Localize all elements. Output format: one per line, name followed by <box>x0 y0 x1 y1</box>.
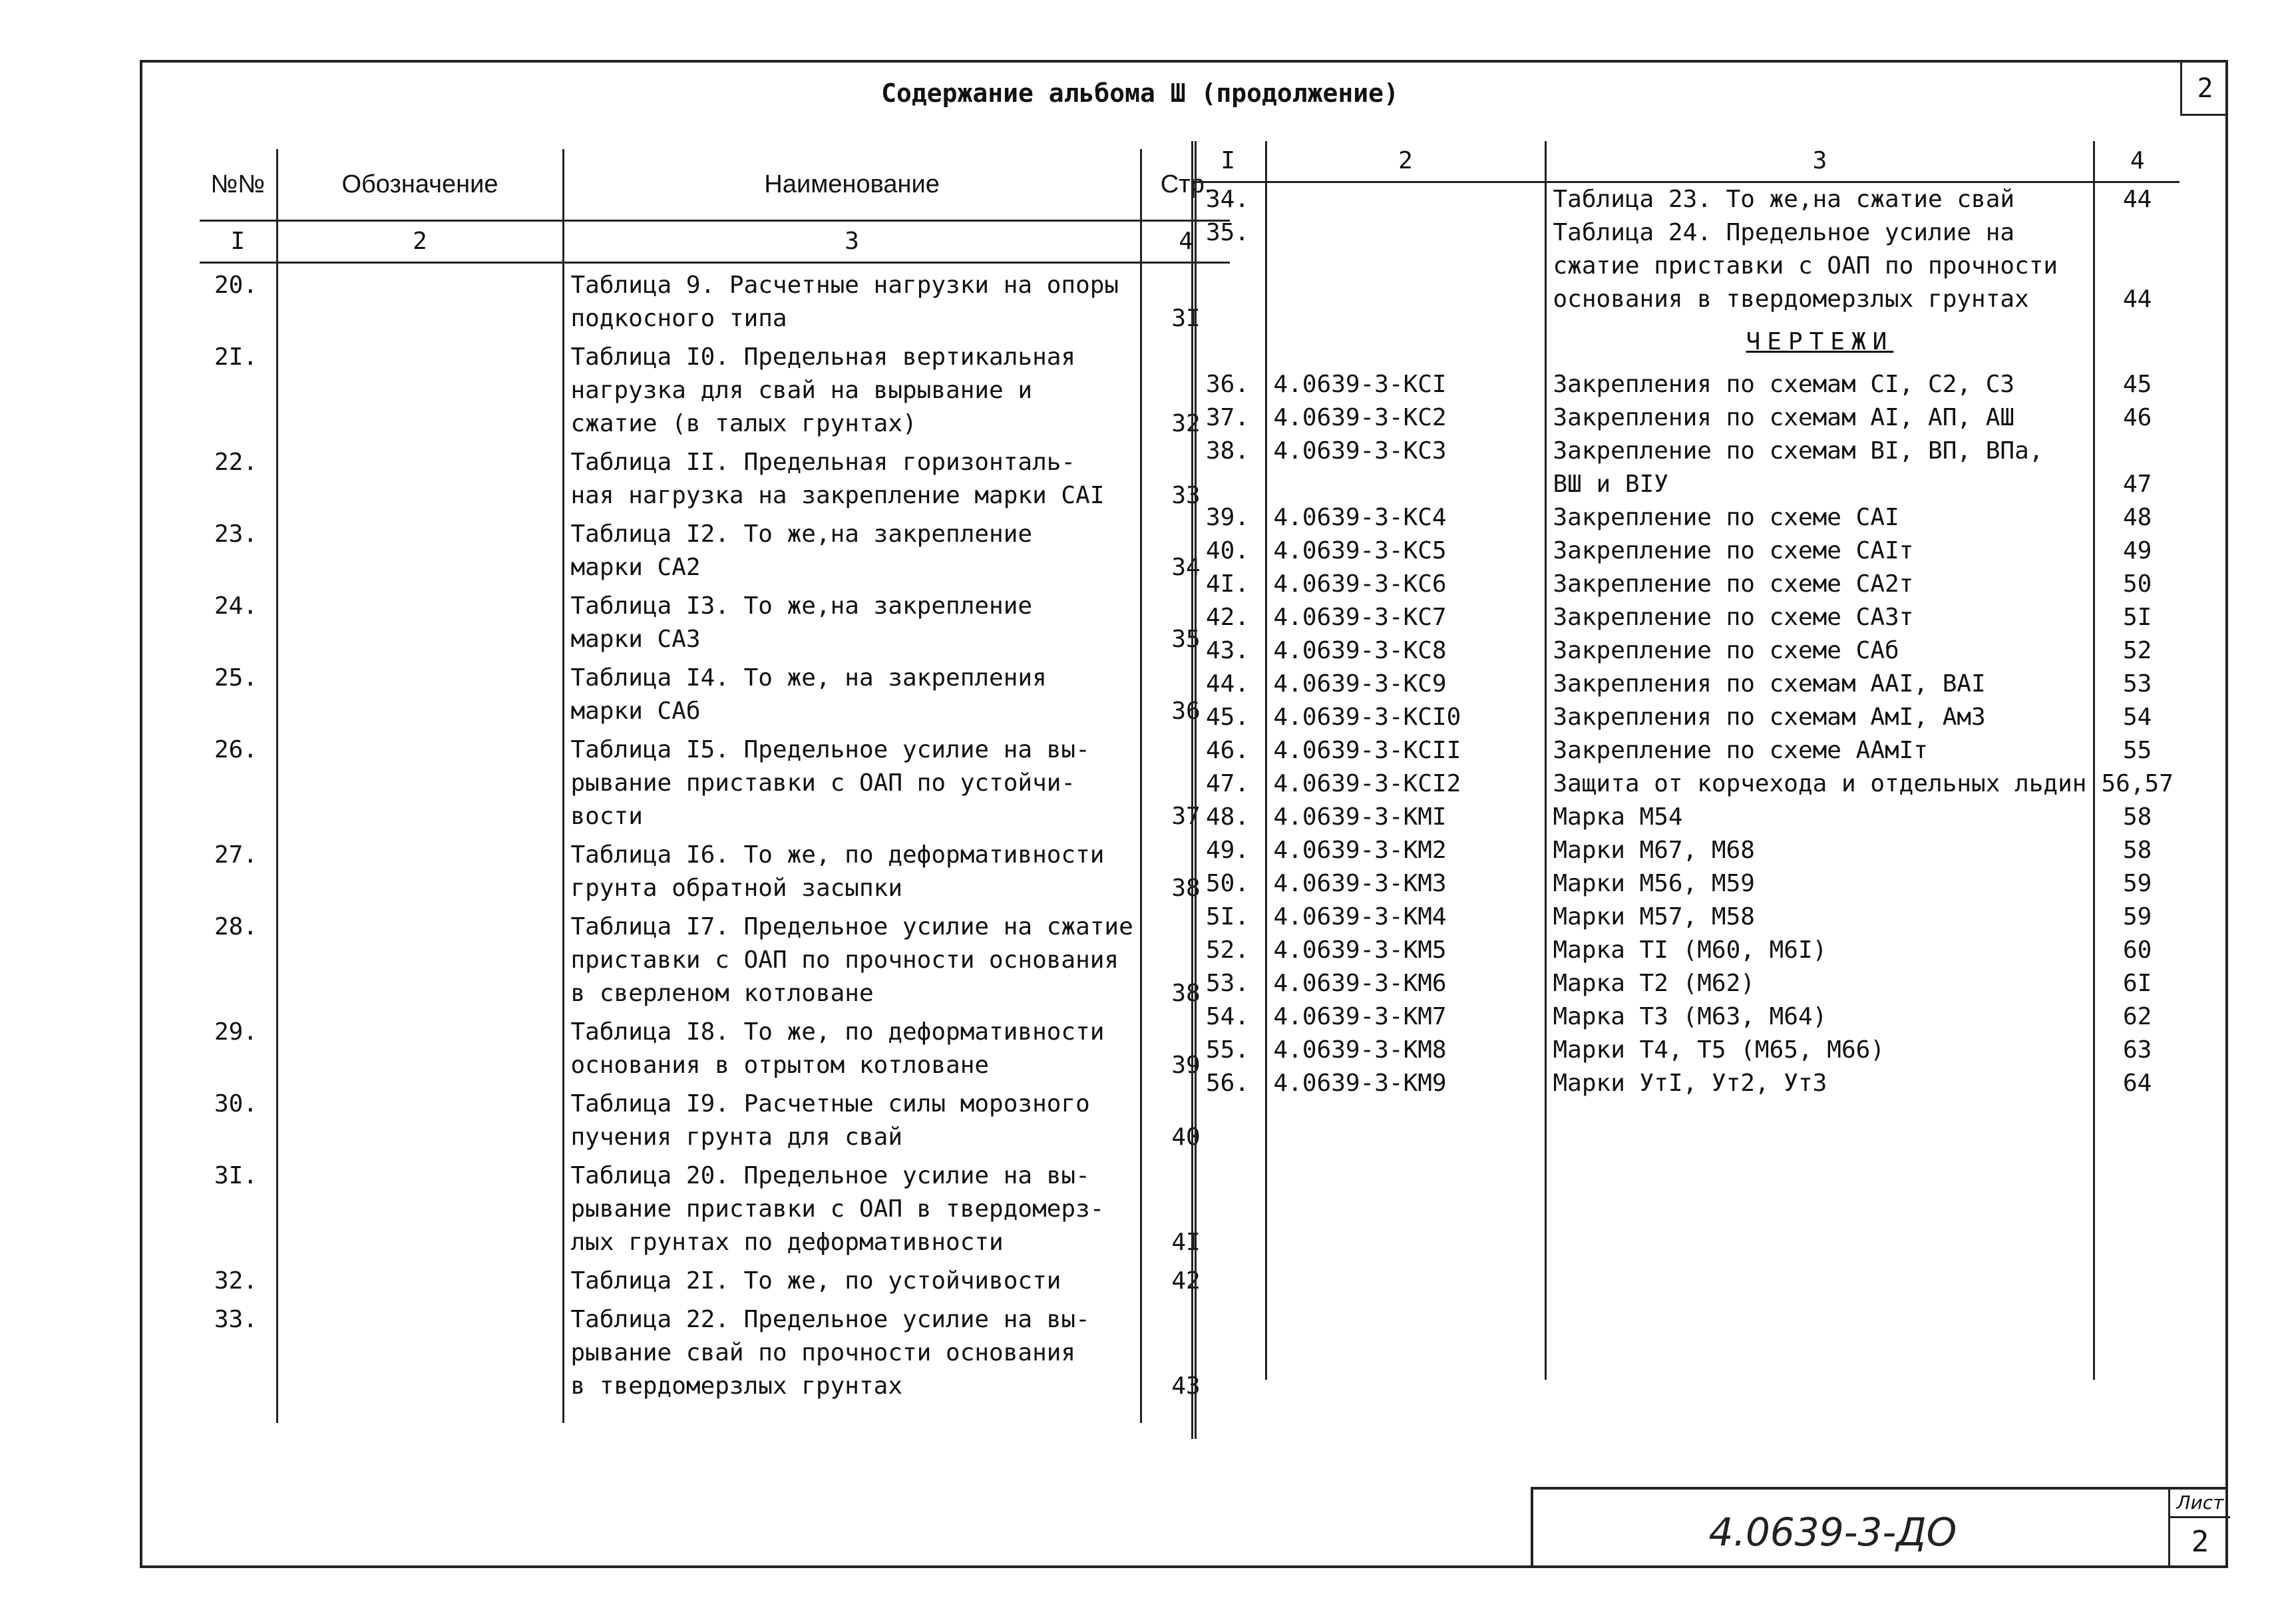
row-page-number: 46 <box>2123 404 2152 431</box>
row-page <box>2094 1000 2180 1034</box>
header-designation: Обозначение <box>277 149 563 221</box>
row-name-line: Таблица I9. Расчетные силы морозного <box>570 1090 1090 1117</box>
row-name-line: рывание приставки с ОАП в твердомерз- <box>570 1195 1105 1223</box>
row-page-number: 42 <box>1171 1267 1201 1295</box>
table-row <box>1191 368 2180 401</box>
table-row <box>1191 216 2180 316</box>
row-name-line: вости <box>570 803 643 830</box>
filler-row <box>1191 1100 2180 1380</box>
row-name-line: Закрепление по схеме ААмIт <box>1553 737 1929 764</box>
row-name <box>1545 1067 2094 1100</box>
table-row <box>200 833 1230 905</box>
row-name <box>563 584 1141 656</box>
row-designation <box>277 728 563 833</box>
row-name-line: Таблица 23. То же,на сжатие свай <box>1553 186 2015 213</box>
row-page <box>2094 501 2180 534</box>
table-row <box>1191 967 2180 1000</box>
row-name-line: Марка Т3 (М63, М64) <box>1553 1003 1827 1030</box>
row-designation <box>277 1298 563 1403</box>
row-page-number: 60 <box>2123 936 2152 964</box>
row-name <box>1545 767 2094 801</box>
row-page <box>2094 435 2180 501</box>
row-page <box>2094 401 2180 435</box>
row-name <box>563 1010 1141 1082</box>
row-designation <box>277 1010 563 1082</box>
row-page-number: 52 <box>2123 637 2152 664</box>
row-name-line: сжатие (в талых грунтах) <box>570 410 917 437</box>
table-row <box>1191 1000 2180 1034</box>
row-name-line: Таблица 9. Расчетные нагрузки на опоры <box>570 272 1119 299</box>
row-page-number: 44 <box>2123 186 2152 213</box>
row-designation: 4.0639-3-КС9 <box>1266 668 1545 701</box>
column-number-row <box>1191 141 2180 182</box>
row-name-line: Марки М57, М58 <box>1553 903 1755 930</box>
row-number: 48. <box>1206 803 1250 831</box>
row-number: 36. <box>1206 371 1250 398</box>
sheet-number: 2 <box>2191 1525 2209 1559</box>
row-designation: 4.0639-3-КМI <box>1266 801 1545 834</box>
row-name-line: пучения грунта для свай <box>570 1123 902 1151</box>
row-page-number: 54 <box>2123 704 2152 731</box>
row-name-line: в твердомерзлых грунтах <box>570 1372 902 1400</box>
table-row <box>200 1154 1230 1259</box>
row-number: 23. <box>214 520 258 548</box>
row-name <box>1545 568 2094 601</box>
contents-table-left <box>200 149 1230 1423</box>
table-header-row <box>200 149 1230 221</box>
row-designation: 4.0639-3-КМ8 <box>1266 1034 1545 1067</box>
table-row <box>1191 668 2180 701</box>
row-page <box>2094 216 2180 316</box>
row-number: 5I. <box>1206 903 1250 930</box>
row-number: 56. <box>1206 1070 1250 1097</box>
row-name <box>1545 734 2094 767</box>
row-name <box>1545 634 2094 668</box>
row-name-line: Таблица 24. Предельное усилие на <box>1553 219 2015 246</box>
row-number: 26. <box>214 736 258 763</box>
row-designation <box>277 335 563 441</box>
row-designation: 4.0639-3-КСII <box>1266 734 1545 767</box>
row-number: 34. <box>1206 186 1250 213</box>
row-number: 39. <box>1206 504 1250 531</box>
row-page-number: 32 <box>1171 410 1201 437</box>
row-page-number: 64 <box>2123 1070 2152 1097</box>
row-page-number: 33 <box>1171 482 1201 509</box>
row-page-number: 37 <box>1171 803 1201 830</box>
row-name-line: основания в отрытом котловане <box>570 1052 990 1079</box>
row-page <box>2094 182 2180 217</box>
row-designation: 4.0639-3-КС4 <box>1266 501 1545 534</box>
row-number: 40. <box>1206 537 1250 564</box>
row-page <box>2094 668 2180 701</box>
row-name-line: лых грунтах по деформативности <box>570 1229 1004 1256</box>
row-number: 3I. <box>214 1162 258 1189</box>
row-designation: 4.0639-3-КМ3 <box>1266 867 1545 901</box>
row-name-line: Закрепление по схеме САб <box>1553 637 1899 664</box>
row-name-line: Марки Т4, Т5 (М65, М66) <box>1553 1036 1885 1064</box>
row-page-number: 56,57 <box>2101 770 2174 797</box>
row-name-line: Закрепления по схемам ААI, ВАI <box>1553 670 1986 698</box>
row-name-line: Закрепление по схеме САЗт <box>1553 604 1914 631</box>
row-name <box>1545 435 2094 501</box>
table-row <box>1191 867 2180 901</box>
sheet-label: Лист <box>2170 1490 2230 1518</box>
row-page-number: 62 <box>2123 1003 2152 1030</box>
row-number: 47. <box>1206 770 1250 797</box>
row-page-number: 6I <box>2123 970 2152 997</box>
table-row <box>200 1010 1230 1082</box>
row-name <box>563 263 1141 336</box>
row-designation: 4.0639-3-КМ4 <box>1266 901 1545 934</box>
row-name-line: Марка ТI (М60, М6I) <box>1553 936 1827 964</box>
section-heading-row <box>1191 316 2180 368</box>
row-page-number: 36 <box>1171 698 1201 725</box>
row-number: 30. <box>214 1090 258 1117</box>
row-page-number: 58 <box>2123 837 2152 864</box>
row-name-line: Марки М67, М68 <box>1553 837 1755 864</box>
row-page <box>2094 601 2180 634</box>
row-designation: 4.0639-3-КС6 <box>1266 568 1545 601</box>
row-page-number: 43 <box>1171 1372 1201 1400</box>
row-name-line: основания в твердомерзлых грунтах <box>1553 286 2029 313</box>
row-designation: 4.0639-3-КС5 <box>1266 534 1545 568</box>
row-name <box>1545 368 2094 401</box>
row-designation: 4.0639-3-КМ7 <box>1266 1000 1545 1034</box>
row-name-line: Закрепление по схеме САIт <box>1553 537 1914 564</box>
row-number: 45. <box>1206 704 1250 731</box>
row-designation <box>277 833 563 905</box>
table-row <box>1191 501 2180 534</box>
row-page-number: 3I <box>1171 305 1201 332</box>
row-name <box>563 335 1141 441</box>
table-row <box>200 441 1230 512</box>
row-name-line: Закрепление по схемам ВI, ВП, ВПа, <box>1553 437 2044 465</box>
contents-table-right <box>1191 141 2180 1380</box>
row-name-line: марки СА2 <box>570 554 701 581</box>
row-page-number: 34 <box>1171 554 1201 581</box>
row-number: 25. <box>214 664 258 692</box>
row-name-line: Марки УтI, Ут2, Ут3 <box>1553 1070 1827 1097</box>
row-number: 22. <box>214 449 258 476</box>
row-page-number: 59 <box>2123 903 2152 930</box>
row-name-line: Марка Т2 (М62) <box>1553 970 1755 997</box>
row-number: 43. <box>1206 637 1250 664</box>
row-designation: 4.0639-3-КМ2 <box>1266 834 1545 867</box>
table-row <box>1191 401 2180 435</box>
row-designation <box>277 1154 563 1259</box>
row-number: 38. <box>1206 437 1250 465</box>
table-row <box>200 728 1230 833</box>
sheet-box <box>2168 1490 2230 1568</box>
row-page <box>2094 734 2180 767</box>
row-page-number: 4I <box>1171 1229 1201 1256</box>
row-name <box>1545 801 2094 834</box>
section-heading: ЧЕРТЕЖИ <box>1746 328 1894 355</box>
column-number: I <box>200 221 277 263</box>
row-name <box>1545 182 2094 217</box>
column-number: 3 <box>563 221 1141 263</box>
column-number: 2 <box>277 221 563 263</box>
row-name-line: Таблица I3. То же,на закрепление <box>570 592 1033 620</box>
row-name <box>563 833 1141 905</box>
sheet-corner-number: 2 <box>2180 63 2228 116</box>
table-row <box>1191 634 2180 668</box>
row-page-number: 48 <box>2123 504 2152 531</box>
row-page <box>2094 368 2180 401</box>
column-number: 3 <box>1545 141 2094 182</box>
row-name-line: марки САб <box>570 698 701 725</box>
row-name <box>1545 901 2094 934</box>
row-designation <box>277 512 563 584</box>
row-name-line: Закрепление по схеме САI <box>1553 504 1899 531</box>
row-name-line: грунта обратной засыпки <box>570 875 902 902</box>
row-page <box>2094 967 2180 1000</box>
row-designation <box>277 1082 563 1154</box>
table-row <box>1191 701 2180 734</box>
row-page <box>2094 834 2180 867</box>
row-designation: 4.0639-3-КМ9 <box>1266 1067 1545 1100</box>
table-row <box>1191 1067 2180 1100</box>
table-row <box>1191 734 2180 767</box>
row-designation <box>1266 216 1545 316</box>
row-name-line: Закрепления по схемам АмI, Ам3 <box>1553 704 1986 731</box>
row-name-line: подкосного типа <box>570 305 787 332</box>
row-designation <box>277 263 563 336</box>
row-number: 33. <box>214 1306 258 1333</box>
row-name-line: Таблица 22. Предельное усилие на вы- <box>570 1306 1090 1333</box>
row-page-number: 49 <box>2123 537 2152 564</box>
row-page-number: 45 <box>2123 371 2152 398</box>
header-number: №№ <box>200 149 277 221</box>
row-page <box>2094 901 2180 934</box>
row-designation: 4.0639-3-КМ6 <box>1266 967 1545 1000</box>
row-page-number: 38 <box>1171 875 1201 902</box>
row-name-line: Закрепления по схемам СI, С2, С3 <box>1553 371 2015 398</box>
row-designation <box>277 441 563 512</box>
row-name <box>563 1259 1141 1298</box>
row-name-line: Марки М56, М59 <box>1553 870 1755 897</box>
table-row <box>1191 601 2180 634</box>
row-name-line: Таблица I7. Предельное усилие на сжатие <box>570 913 1133 940</box>
row-name <box>1545 668 2094 701</box>
table-row <box>200 1259 1230 1298</box>
row-page-number: 55 <box>2123 737 2152 764</box>
row-page <box>2094 801 2180 834</box>
table-row <box>1191 568 2180 601</box>
row-name-line: Таблица I0. Предельная вертикальная <box>570 343 1076 371</box>
header-page: Стр. <box>1141 149 1230 221</box>
table-row <box>1191 182 2180 217</box>
row-page-number: 35 <box>1171 626 1201 653</box>
row-number: 54. <box>1206 1003 1250 1030</box>
row-page-number: 50 <box>2123 570 2152 598</box>
row-page <box>2094 934 2180 967</box>
table-row <box>1191 1034 2180 1067</box>
row-page <box>2094 568 2180 601</box>
row-name-line: Таблица I4. То же, на закрепления <box>570 664 1047 692</box>
table-row <box>1191 435 2180 501</box>
row-name <box>1545 934 2094 967</box>
column-number: 4 <box>2094 141 2180 182</box>
row-page-number: 39 <box>1171 1052 1201 1079</box>
row-page-number: 58 <box>2123 803 2152 831</box>
filler-row <box>200 1403 1230 1423</box>
row-page <box>2094 1034 2180 1067</box>
row-designation: 4.0639-3-КСI <box>1266 368 1545 401</box>
table-row <box>1191 934 2180 967</box>
row-page <box>2094 634 2180 668</box>
row-name-line: Таблица I8. То же, по деформативности <box>570 1018 1105 1046</box>
row-number: 27. <box>214 841 258 869</box>
row-name <box>1545 834 2094 867</box>
table-row <box>1191 901 2180 934</box>
row-name <box>1545 867 2094 901</box>
row-name-line: ВШ и ВIУ <box>1553 471 1668 498</box>
row-name <box>1545 1000 2094 1034</box>
row-number: 37. <box>1206 404 1250 431</box>
table-row <box>200 905 1230 1010</box>
row-number: 44. <box>1206 670 1250 698</box>
table-row <box>1191 767 2180 801</box>
row-name <box>1545 501 2094 534</box>
row-name-line: Таблица I6. То же, по деформативности <box>570 841 1105 869</box>
row-number: 49. <box>1206 837 1250 864</box>
table-row <box>200 1298 1230 1403</box>
row-name-line: марки СА3 <box>570 626 701 653</box>
table-row <box>1191 834 2180 867</box>
row-name <box>1545 601 2094 634</box>
row-name-line: Таблица I5. Предельное усилие на вы- <box>570 736 1090 763</box>
row-page-number: 44 <box>2123 286 2152 313</box>
row-designation: 4.0639-3-КМ5 <box>1266 934 1545 967</box>
row-name-line: сжатие приставки с ОАП по прочности <box>1553 252 2058 280</box>
row-designation: 4.0639-3-КСI0 <box>1266 701 1545 734</box>
row-designation <box>277 584 563 656</box>
row-name <box>563 905 1141 1010</box>
row-name <box>1545 401 2094 435</box>
row-number: 24. <box>214 592 258 620</box>
row-number: 55. <box>1206 1036 1250 1064</box>
row-number: 29. <box>214 1018 258 1046</box>
row-name <box>1545 534 2094 568</box>
row-name-line: ная нагрузка на закрепление марки САI <box>570 482 1105 509</box>
table-row <box>200 584 1230 656</box>
row-name-line: Таблица I2. То же,на закрепление <box>570 520 1033 548</box>
column-number: I <box>1191 141 1266 182</box>
row-name-line: в сверленом котловане <box>570 980 874 1007</box>
row-name <box>563 1298 1141 1403</box>
row-designation: 4.0639-3-КС2 <box>1266 401 1545 435</box>
row-name-line: приставки с ОАП по прочности основания <box>570 946 1119 974</box>
row-page <box>2094 701 2180 734</box>
table-row <box>200 1082 1230 1154</box>
row-designation: 4.0639-3-КС3 <box>1266 435 1545 501</box>
row-page-number: 59 <box>2123 870 2152 897</box>
row-page <box>2094 534 2180 568</box>
row-name <box>1545 701 2094 734</box>
row-name-line: рывание свай по прочности основания <box>570 1339 1076 1366</box>
title-block <box>1531 1487 2228 1568</box>
row-designation <box>1266 182 1545 217</box>
row-number: 42. <box>1206 604 1250 631</box>
row-name-line: Марка М54 <box>1553 803 1683 831</box>
row-number: 46. <box>1206 737 1250 764</box>
row-number: 20. <box>214 272 258 299</box>
row-name-line: Закрепление по схеме СА2т <box>1553 570 1914 598</box>
row-name-line: рывание приставки с ОАП по устойчи- <box>570 769 1076 797</box>
row-number: 28. <box>214 913 258 940</box>
row-name <box>1545 967 2094 1000</box>
row-name-line: Защита от корчехода и отдельных льдин <box>1553 770 2087 797</box>
table-row <box>1191 534 2180 568</box>
row-number: 32. <box>214 1267 258 1295</box>
row-designation: 4.0639-3-КС8 <box>1266 634 1545 668</box>
row-number: 50. <box>1206 870 1250 897</box>
row-designation <box>277 905 563 1010</box>
row-name <box>1545 216 2094 316</box>
row-name <box>1545 1034 2094 1067</box>
row-page-number: 40 <box>1171 1123 1201 1151</box>
row-name-line: Таблица 20. Предельное усилие на вы- <box>570 1162 1090 1189</box>
row-number: 52. <box>1206 936 1250 964</box>
header-name: Наименование <box>563 149 1141 221</box>
row-name <box>563 1082 1141 1154</box>
row-name-line: нагрузка для свай на вырывание и <box>570 377 1033 404</box>
row-number: 53. <box>1206 970 1250 997</box>
document-code: 4.0639-3-ДО <box>1708 1510 1957 1555</box>
row-page <box>2094 1067 2180 1100</box>
row-page-number: 53 <box>2123 670 2152 698</box>
row-page-number: 47 <box>2123 471 2152 498</box>
row-number: 4I. <box>1206 570 1250 598</box>
row-name-line: Таблица II. Предельная горизонталь- <box>570 449 1076 476</box>
row-designation <box>277 1259 563 1298</box>
column-number: 2 <box>1266 141 1545 182</box>
row-name-line: Таблица 2I. То же, по устойчивости <box>570 1267 1061 1295</box>
page-title: Содержание альбома Ш (продолжение) <box>881 79 1399 108</box>
row-page <box>2094 867 2180 901</box>
row-designation: 4.0639-3-КС7 <box>1266 601 1545 634</box>
table-row <box>200 512 1230 584</box>
row-page-number: 63 <box>2123 1036 2152 1064</box>
row-designation: 4.0639-3-КСI2 <box>1266 767 1545 801</box>
row-name-line: Закрепления по схемам АI, АП, АШ <box>1553 404 2015 431</box>
row-name <box>563 656 1141 728</box>
row-name <box>563 728 1141 833</box>
row-name <box>563 512 1141 584</box>
column-number: 4 <box>1141 221 1230 263</box>
table-row <box>200 335 1230 441</box>
row-page <box>2094 767 2180 801</box>
row-name <box>563 1154 1141 1259</box>
column-number-row <box>200 221 1230 263</box>
row-number: 35. <box>1206 219 1250 246</box>
table-row <box>1191 801 2180 834</box>
row-designation <box>277 656 563 728</box>
row-page-number: 5I <box>2123 604 2152 631</box>
row-number: 2I. <box>214 343 258 371</box>
row-name <box>563 441 1141 512</box>
table-row <box>200 263 1230 336</box>
row-page-number: 38 <box>1171 980 1201 1007</box>
table-row <box>200 656 1230 728</box>
